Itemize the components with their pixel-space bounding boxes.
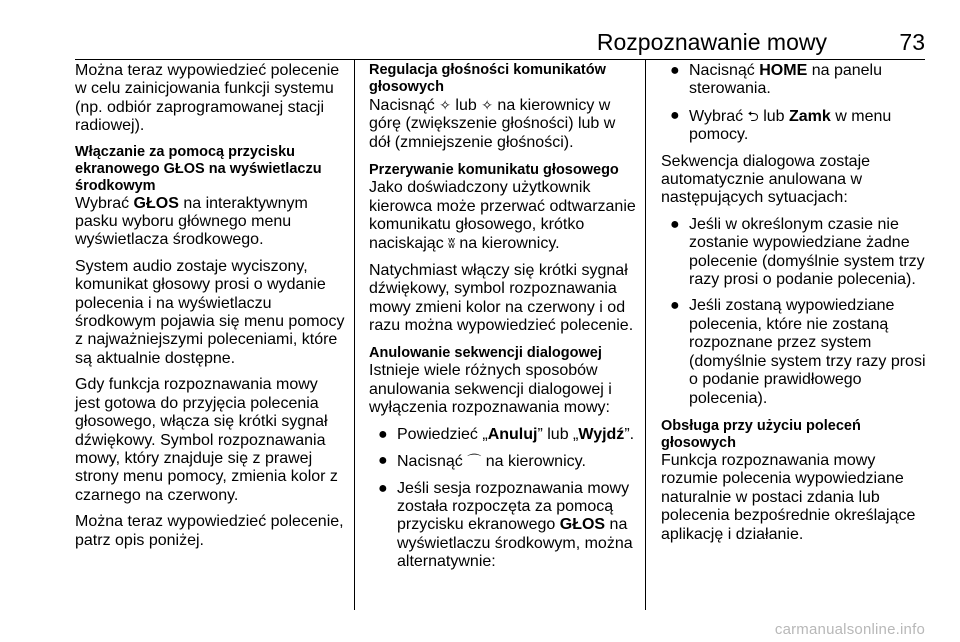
bold-term: GŁOS [133,194,179,212]
text: Jeśli w określonym czasie nie zostanie wypowiedziane żadne polecenie (domyślnie system trzy razy prosi o podanie polecenia). [689,215,925,289]
column-3 [661,62,935,552]
text: lub [758,107,789,125]
back-arrow-icon: ⮌ [747,107,759,124]
bullet-icon: ● [670,215,680,233]
column-1 [75,62,347,558]
text: Jeśli zostaną wypowiedziane polecenia, które nie zostaną rozpoznane przez system (domyślnie system trzy razy prosi o podanie prawidłowego polecenia). [689,297,926,407]
column-divider-1 [354,60,355,610]
text: Nacisnąć [397,453,468,471]
bold-term: Anuluj [487,425,538,443]
section-heading: Regulacja głośności komunikatów głosowych [369,62,606,95]
bullet-icon: ● [670,106,680,124]
text: Jako doświadczony użytkownik kierowca może przerwać odtwarzanie komunikatu głosowego, krótko naciskając [369,179,636,253]
watermark: carmanualsonline.info [774,621,925,638]
paragraph [75,195,347,250]
text: ” lub „ [537,425,579,443]
column-2 [369,62,637,580]
text: Nacisnąć [689,62,760,79]
list-item [661,107,935,145]
bold-term: Zamk [789,107,831,125]
section-heading: Włączanie za pomocą przycisku ekranowego GŁOS na wyświetlaczu środkowym [75,143,322,194]
paragraph: System audio zostaje wyciszony, komunikat głosowy prosi o wydanie polecenia i na wyświetlaczu środkowym pojawia się menu pomocy z najważniejszymi poleceniami, które są aktualnie dostępne. [75,257,345,367]
paragraph: Można teraz wypowiedzieć polecenie w celu zainicjowania funkcji systemu (np. odbiór zaprogramowanej stacji radiowej). [75,62,340,135]
paragraph [369,96,637,152]
list-item [661,62,935,99]
paragraph [369,179,637,254]
paragraph: Można teraz wypowiedzieć polecenie, patrz opis poniżej. [75,513,344,549]
list-item [369,426,637,444]
text: Wybrać [689,107,748,125]
bullet-icon: ● [670,297,680,315]
bold-term: GŁOS [559,516,606,534]
list-item [661,297,935,407]
list-item [369,480,637,572]
list-item [661,216,935,290]
list-item [369,452,637,471]
text: na panelu sterowania. [689,62,882,98]
paragraph: Natychmiast włączy się krótki sygnał dźwiękowy, symbol rozpoznawania mowy zmieni kolor na czerwony i od razu można wypowiedzieć polecenie. [369,261,634,335]
section-heading: Przerywanie komunikatu głosowego [369,162,619,179]
page-title: Rozpoznawanie mowy [596,29,827,55]
section-heading: Anulowanie sekwencji dialogowej [369,345,602,362]
section-heading: Obsługa przy użyciu poleceń głosowych [661,417,861,451]
text: Jeśli sesja rozpoznawania mowy została rozpoczęta za pomocą przycisku ekranowego [397,479,630,534]
page-number: 73 [899,29,925,55]
paragraph: Istnieje wiele różnych sposobów anulowania sekwencji dialogowej i wyłączenia rozpoznawania mowy: [369,362,612,417]
text: na kierownicy w górę (zwiększenie głośności) lub w dół (zmniejszenie głośności). [369,97,616,151]
paragraph: Funkcja rozpoznawania mowy rozumie polecenia wypowiedziane naturalnie w postaci zdania lub polecenia bezpośrednie określające aplikację i działanie. [661,451,916,543]
bullet-icon: ● [670,62,680,79]
text: Powiedzieć „ [397,425,488,443]
column-divider-2 [645,60,646,610]
volume-up-down-icon: ✧ [439,97,451,113]
volume-up-down-icon: ✧ [481,97,493,113]
page-header [75,29,935,59]
header-divider [75,59,925,60]
bold-term: Wyjdź [578,425,625,443]
text: Nacisnąć [369,97,440,114]
bullet-icon: ● [378,479,388,497]
end-call-icon: ⌒ [467,453,482,470]
text: na kierownicy. [481,453,586,471]
text: w menu pomocy. [689,107,892,144]
bullet-icon: ● [378,425,388,443]
voice-control-icon: ʬ [448,235,455,252]
paragraph: Sekwencja dialogowa zostaje automatycznie anulowana w następujących sytuacjach: [661,152,871,207]
bold-term: HOME [759,62,808,79]
paragraph: Gdy funkcja rozpoznawania mowy jest gotowa do przyjęcia polecenia głosowego, włącza się krótki sygnał dźwiękowy. Symbol rozpoznawania mowy, który znajduje się z prawej strony menu pomocy, zmienia kolor z czarnego na czerwony. [75,376,338,504]
text: Wybrać [75,194,134,212]
text: lub [450,97,482,114]
text: na kierownicy. [454,235,560,253]
text: na interaktywnym pasku wyboru głównego menu wyświetlacza środkowego. [75,194,308,249]
text: ”. [624,425,635,443]
bullet-icon: ● [378,452,388,470]
text: na wyświetlaczu środkowym, można alternatywnie: [397,516,633,571]
